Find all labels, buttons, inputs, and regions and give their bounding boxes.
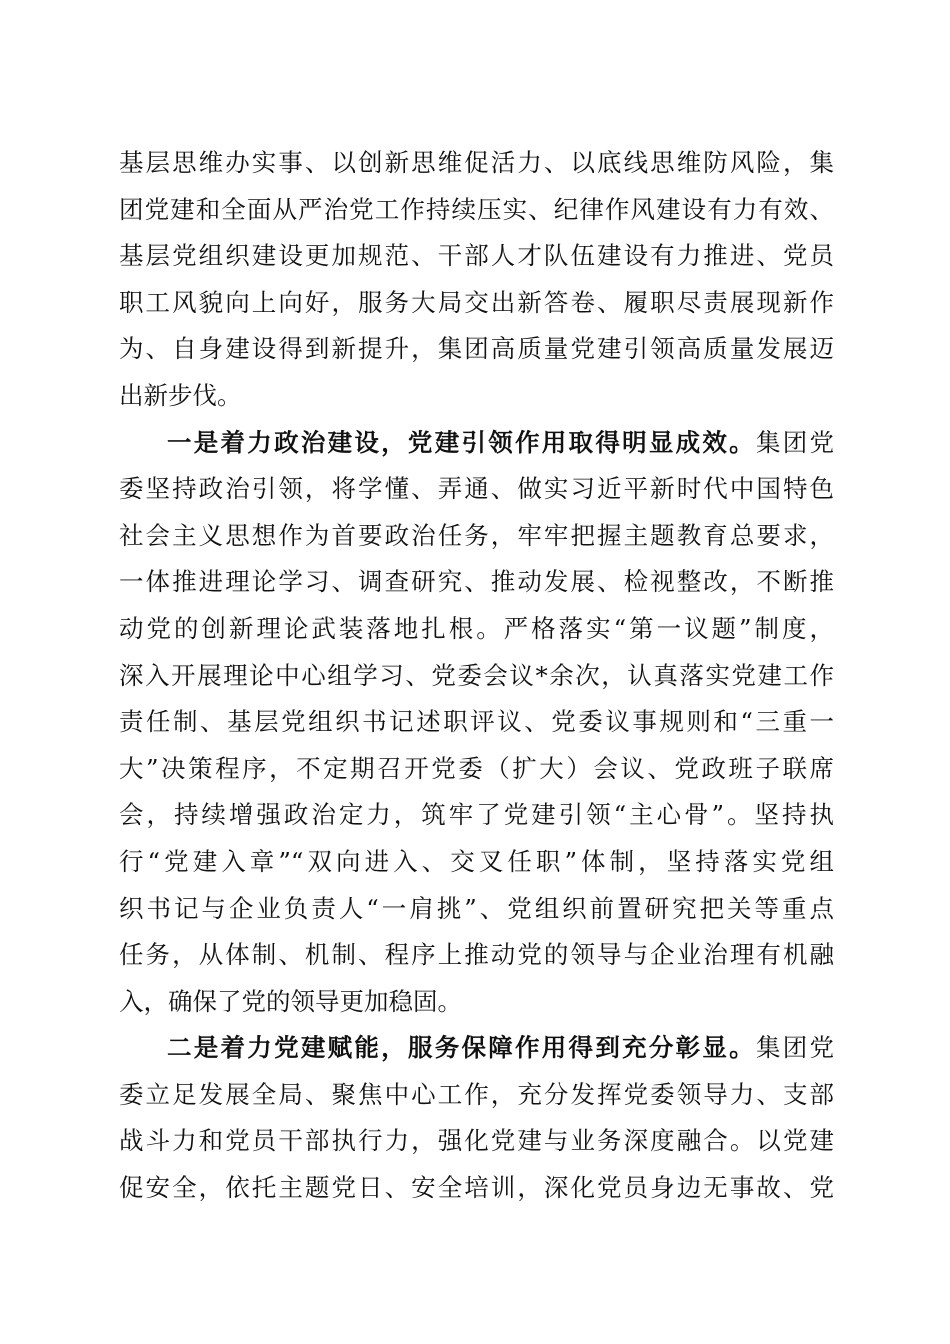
text-line: 织书记与企业负责人“一肩挑”、党组织前置研究把关等重点 xyxy=(119,893,834,923)
text-line: 委立足发展全局、聚焦中心工作，充分发挥党委领导力、支部 xyxy=(119,1079,834,1109)
text-line: 行“党建入章”“双向进入、交叉任职”体制，坚持落实党组 xyxy=(119,846,834,876)
paragraph-2 xyxy=(119,420,834,1026)
document-body xyxy=(119,140,834,1212)
text-line: 团党建和全面从严治党工作持续压实、纪律作风建设有力有效、 xyxy=(119,194,834,224)
text-line: 委坚持政治引领，将学懂、弄通、做实习近平新时代中国特色 xyxy=(119,474,834,504)
text-line: 促安全，依托主题党日、安全培训，深化党员身边无事故、党 xyxy=(119,1173,834,1203)
paragraph-first-line xyxy=(119,420,834,467)
text-line: 基层思维办实事、以创新思维促活力、以底线思维防风险，集 xyxy=(119,148,834,177)
text-line: 动党的创新理论武装落地扎根。严格落实“第一议题”制度， xyxy=(119,613,834,643)
text-line: 社会主义思想作为首要政治任务，牢牢把握主题教育总要求， xyxy=(119,520,834,550)
paragraph-3 xyxy=(119,1025,834,1211)
paragraph-1 xyxy=(119,140,834,420)
text-line: 战斗力和党员干部执行力，强化党建与业务深度融合。以党建 xyxy=(119,1126,834,1156)
text-line: 责任制、基层党组织书记述职评议、党委议事规则和“三重一 xyxy=(119,707,834,737)
paragraph-first-line xyxy=(119,1025,834,1072)
text-line: 会，持续增强政治定力，筑牢了党建引领“主心骨”。坚持执 xyxy=(119,800,834,830)
text-line: 为、自身建设得到新提升，集团高质量党建引领高质量发展迈 xyxy=(119,334,834,364)
text-line: 入，确保了党的领导更加稳固。 xyxy=(119,986,462,1016)
text-run: 集团党 xyxy=(755,427,835,457)
text-line: 深入开展理论中心组学习、党委会议*余次，认真落实党建工作 xyxy=(119,660,834,690)
text-line: 大”决策程序，不定期召开党委（扩大）会议、党政班子联席 xyxy=(119,753,834,783)
paragraph-heading: 二是着力党建赋能，服务保障作用得到充分彰显。 xyxy=(167,1033,756,1063)
paragraph-heading: 一是着力政治建设，党建引领作用取得明显成效。 xyxy=(167,427,756,457)
text-line: 一体推进理论学习、调查研究、推动发展、检视整改，不断推 xyxy=(119,567,834,597)
text-run: 集团党 xyxy=(755,1033,835,1063)
text-line: 职工风貌向上向好，服务大局交出新答卷、履职尽责展现新作 xyxy=(119,287,834,317)
text-line: 出新步伐。 xyxy=(119,380,242,410)
text-line: 基层党组织建设更加规范、干部人才队伍建设有力推进、党员 xyxy=(119,241,834,271)
text-line: 任务，从体制、机制、程序上推动党的领导与企业治理有机融 xyxy=(119,940,834,970)
